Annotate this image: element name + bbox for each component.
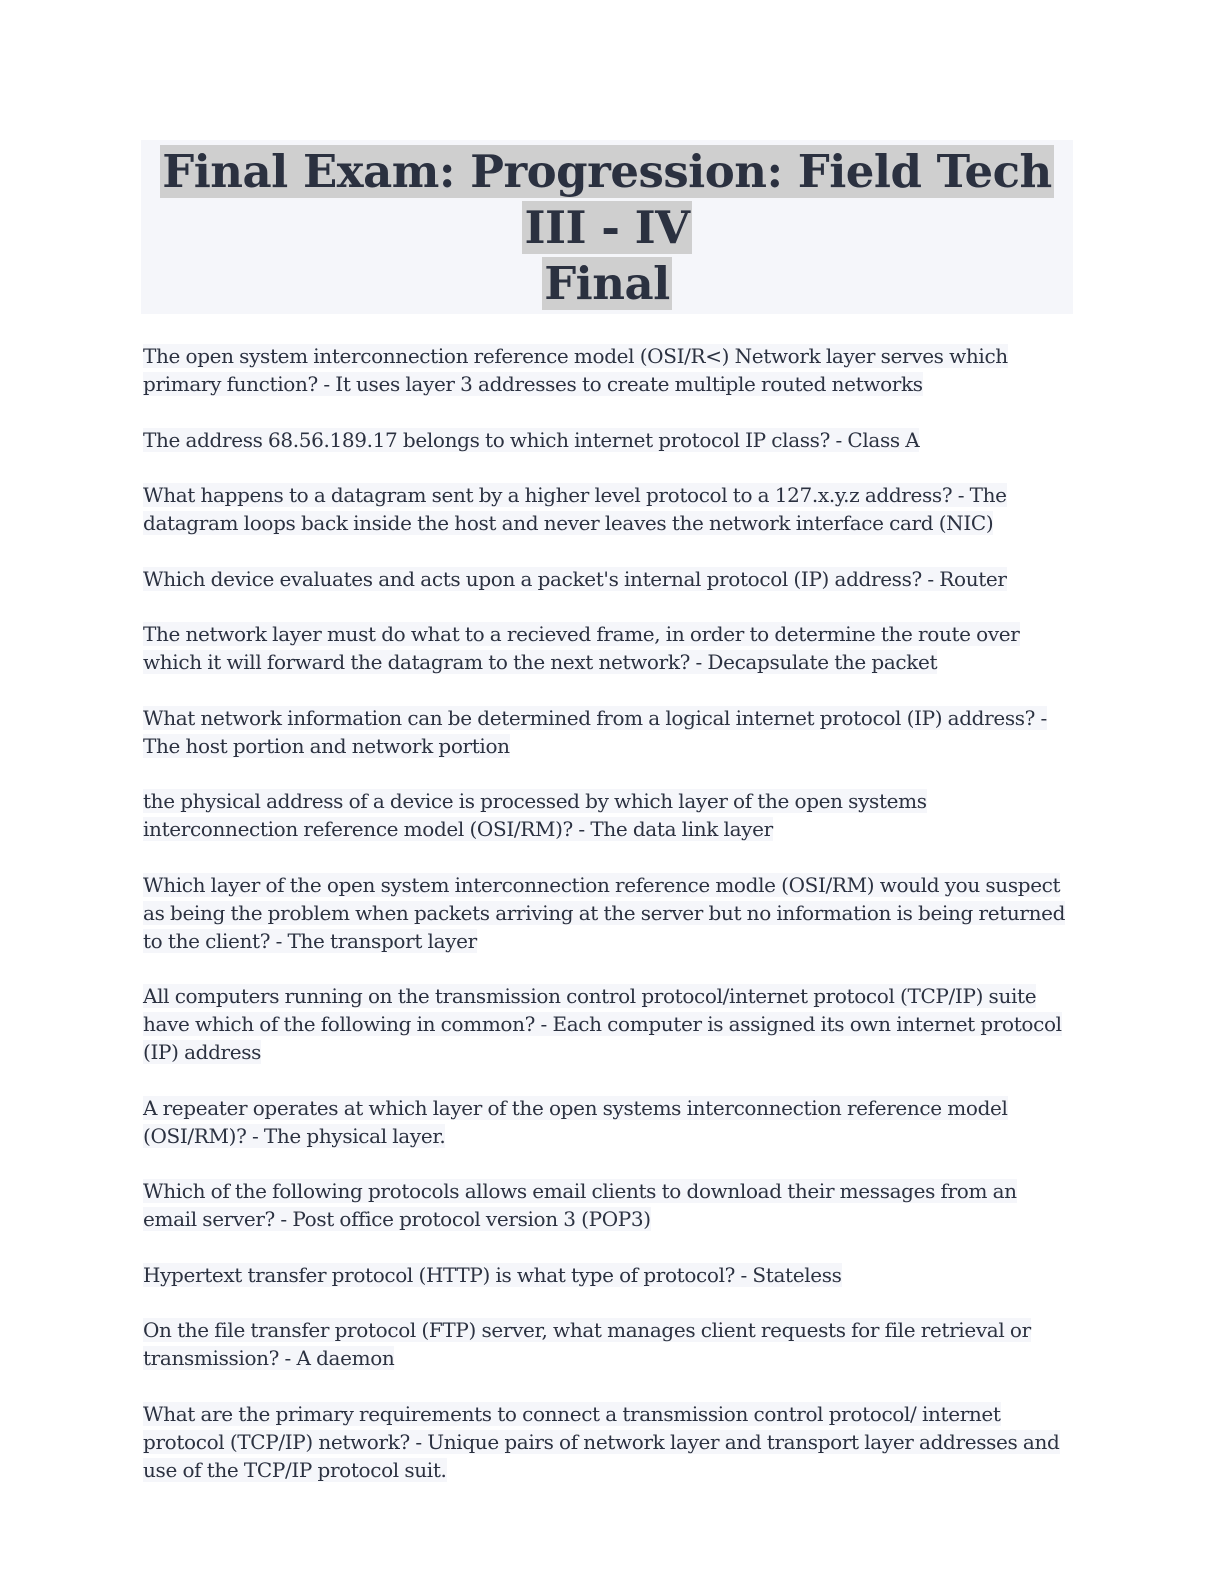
qa-text: The open system interconnection reference model (OSI/R<) Network layer serves which primary function? - It uses layer 3 addresses to create multiple routed networks [143,344,1008,396]
qa-item [141,704,1073,760]
title-line-2: Final [544,257,670,310]
qa-text: On the file transfer protocol (FTP) server, what manages client requests for file retrieval or transmission? - A daemon [143,1318,1031,1370]
qa-text: What are the primary requirements to connect a transmission control protocol/ internet protocol (TCP/IP) network? - Unique pairs of network layer and transport layer addresses and use of the TCP/IP protocol suit. [143,1401,1060,1482]
qa-item [141,481,1073,537]
qa-item [141,871,1073,955]
document-page [141,140,1073,1511]
qa-text: Which layer of the open system interconnection reference modle (OSI/RM) would you suspect as being the problem when packets arriving at the server but no information is being returned to the client? - The transport layer [143,872,1066,953]
qa-text: What happens to a datagram sent by a higher level protocol to a 127.x.y.z address? - The datagram loops back inside the host and never leaves the network interface card (NIC) [143,483,1007,535]
qa-text: A repeater operates at which layer of the open systems interconnection reference model (OSI/RM)? - The physical layer. [143,1095,1008,1148]
qa-text: Hypertext transfer protocol (HTTP) is what type of protocol? - Stateless [143,1262,842,1287]
title-line-1: Final Exam: Progression: Field Tech III - IV [162,145,1052,254]
qa-item [141,1094,1073,1150]
qa-text: the physical address of a device is processed by which layer of the open systems interconnection reference model (OSI/RM)? - The data link layer [143,789,927,841]
qa-text: The address 68.56.189.17 belongs to which internet protocol IP class? - Class A [143,427,920,452]
qa-text: What network information can be determined from a logical internet protocol (IP) address? - The host portion and network portion [143,705,1047,758]
qa-item [141,1177,1073,1233]
qa-text: Which device evaluates and acts upon a packet's internal protocol (IP) address? - Router [143,566,1007,591]
qa-item [141,620,1073,676]
qa-item [141,1316,1073,1372]
qa-item [141,342,1073,398]
qa-list [141,342,1073,1484]
qa-item [141,565,1073,593]
title-block [141,140,1073,314]
qa-text: Which of the following protocols allows email clients to download their messages from an email server? - Post office protocol version 3 (POP3) [143,1179,1017,1231]
qa-item [141,982,1073,1066]
qa-item [141,1261,1073,1289]
qa-item [141,1400,1073,1484]
qa-item [141,426,1073,454]
qa-item [141,787,1073,843]
qa-text: All computers running on the transmission control protocol/internet protocol (TCP/IP) suite have which of the following in common? - Each computer is assigned its own internet protocol (IP) address [143,984,1062,1064]
page-title [141,144,1073,312]
qa-text: The network layer must do what to a recieved frame, in order to determine the route over which it will forward the datagram to the next network? - Decapsulate the packet [143,622,1020,674]
